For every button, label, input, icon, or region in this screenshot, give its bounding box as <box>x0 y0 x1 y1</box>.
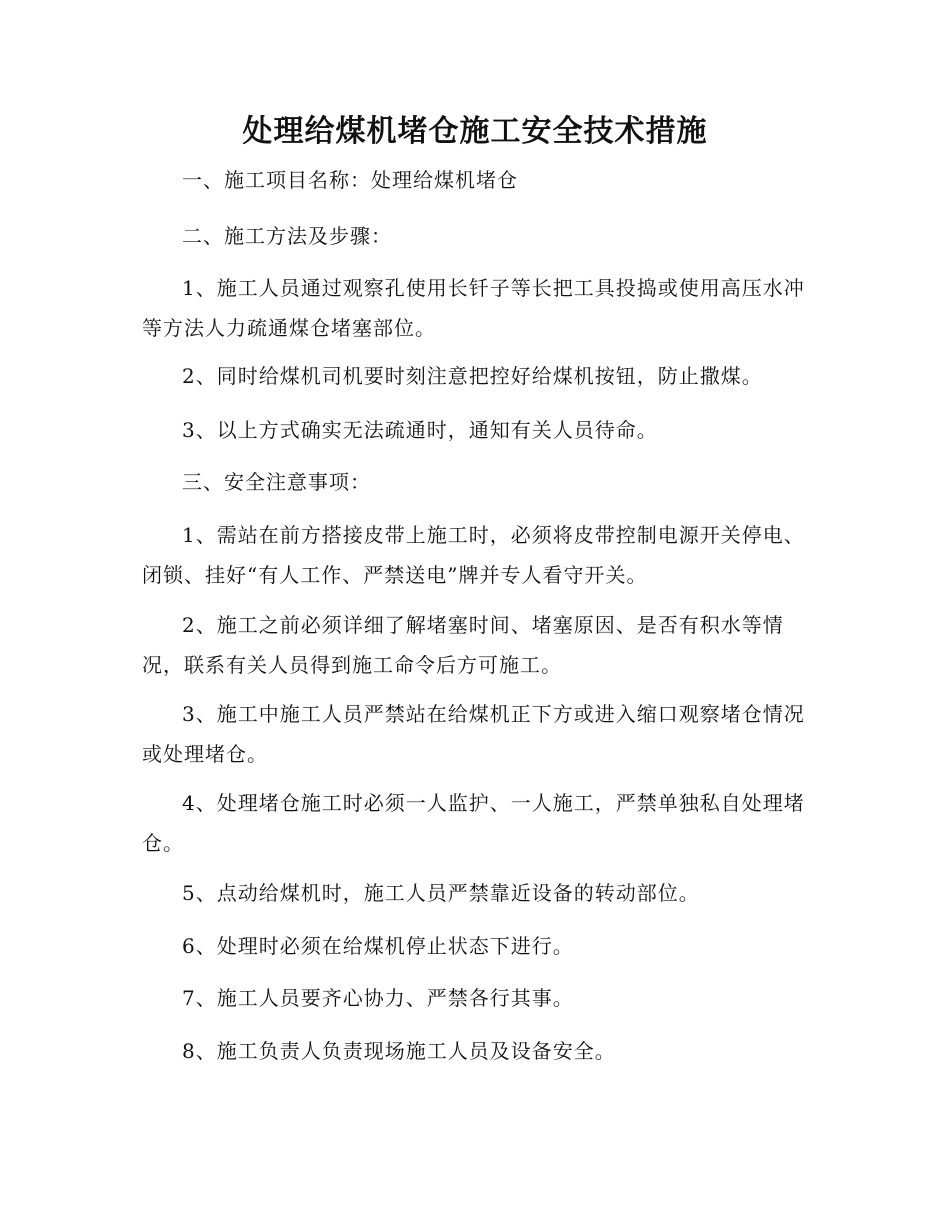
paragraph-safety-8: 8、施工负责人负责现场施工人员及设备安全。 <box>182 1039 616 1063</box>
paragraph-safety-4: 4、处理堵仓施工时必须一人监护、一人施工，严禁单独私自处理堵仓。 <box>142 791 805 855</box>
paragraph-project-name: 一、施工项目名称：处理给煤机堵仓 <box>182 168 518 192</box>
paragraph-safety-6: 6、处理时必须在给煤机停止状态下进行。 <box>182 934 574 958</box>
paragraph-safety-3: 3、施工中施工人员严禁站在给煤机正下方或进入缩口观察堵仓情况或处理堵仓。 <box>142 702 805 766</box>
paragraph-method-heading: 二、施工方法及步骤： <box>182 224 392 248</box>
paragraph-safety-heading: 三、安全注意事项： <box>182 470 371 494</box>
paragraph-safety-7: 7、施工人员要齐心协力、严禁各行其事。 <box>182 986 574 1010</box>
paragraph-safety-2: 2、施工之前必须详细了解堵塞时间、堵塞原因、是否有积水等情况，联系有关人员得到施工命令后方可施工。 <box>142 613 784 677</box>
document-title: 处理给煤机堵仓施工安全技术措施 <box>242 114 708 149</box>
paragraph-safety-5: 5、点动给煤机时，施工人员严禁靠近设备的转动部位。 <box>182 881 700 905</box>
paragraph-method-2: 2、同时给煤机司机要时刻注意把控好给煤机按钮，防止撒煤。 <box>182 364 763 388</box>
paragraph-safety-1: 1、需站在前方搭接皮带上施工时，必须将皮带控制电源开关停电、闭锁、挂好“有人工作、严禁送电”牌并专人看守开关。 <box>142 523 805 587</box>
paragraph-method-1: 1、施工人员通过观察孔使用长钎子等长把工具投捣或使用高压水冲等方法人力疏通煤仓堵塞部位。 <box>142 276 805 340</box>
paragraph-method-3: 3、以上方式确实无法疏通时，通知有关人员待命。 <box>182 418 658 442</box>
